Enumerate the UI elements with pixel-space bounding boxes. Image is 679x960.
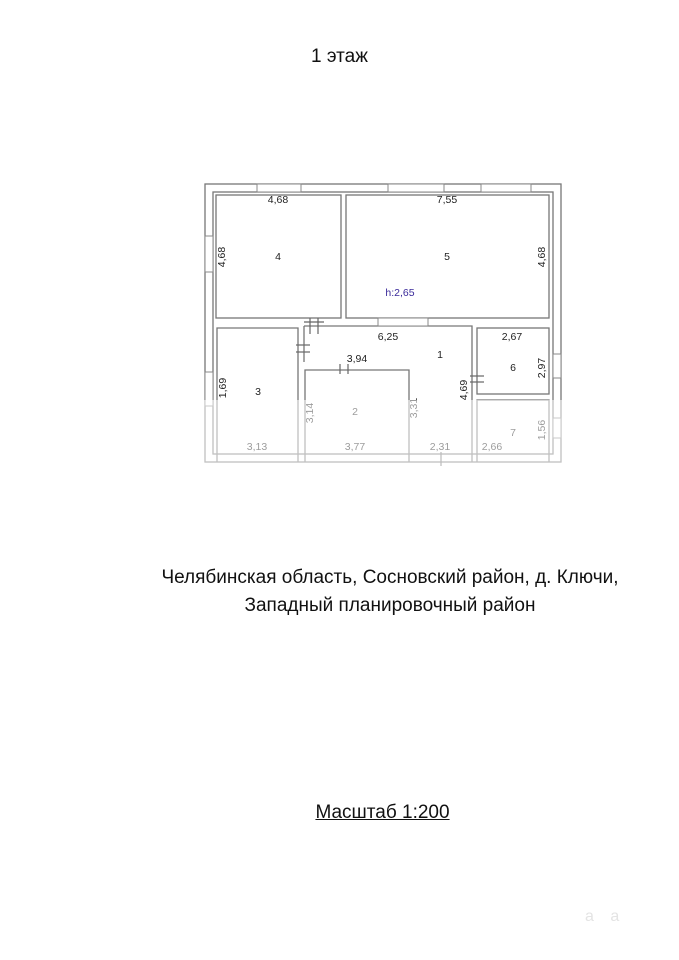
room-5-number: 5: [444, 251, 450, 263]
room-1-height: 4,69: [458, 379, 470, 401]
room-4-number: 4: [275, 251, 281, 263]
ceiling-height: h:2,65: [385, 287, 415, 299]
window-right-1: [553, 354, 561, 378]
room-6-width: 2,67: [501, 331, 523, 343]
address-line-1: Челябинская область, Сосновский район, д. Ключи,: [161, 567, 619, 588]
scale-label: [0, 802, 679, 824]
room-4-width: 4,68: [267, 194, 289, 206]
window-left-1: [205, 236, 213, 272]
window-top-3: [481, 184, 531, 192]
window-inner-1: [378, 318, 428, 326]
address-line-2: Западный планировочный район: [244, 595, 536, 616]
room-3-number: 3: [255, 386, 261, 398]
room-1-width: 6,25: [377, 331, 399, 343]
window-top-1: [257, 184, 301, 192]
watermark-band: [200, 400, 570, 468]
room-5-width: 7,55: [436, 194, 458, 206]
floor-title: 1 этаж: [311, 46, 368, 67]
room-6-number: 6: [510, 362, 516, 374]
room-6-height: 2,97: [536, 357, 548, 379]
scale-text: Масштаб 1:200: [315, 802, 450, 823]
room-2-width: 3,94: [346, 353, 368, 365]
room-3-height: 1,69: [217, 377, 229, 399]
corner-watermark: a a: [585, 908, 626, 925]
room-1-number: 1: [437, 349, 443, 361]
room-4-height: 4,68: [216, 246, 228, 268]
address: [60, 564, 679, 620]
room-5-height: 4,68: [536, 246, 548, 268]
window-top-2: [388, 184, 444, 192]
